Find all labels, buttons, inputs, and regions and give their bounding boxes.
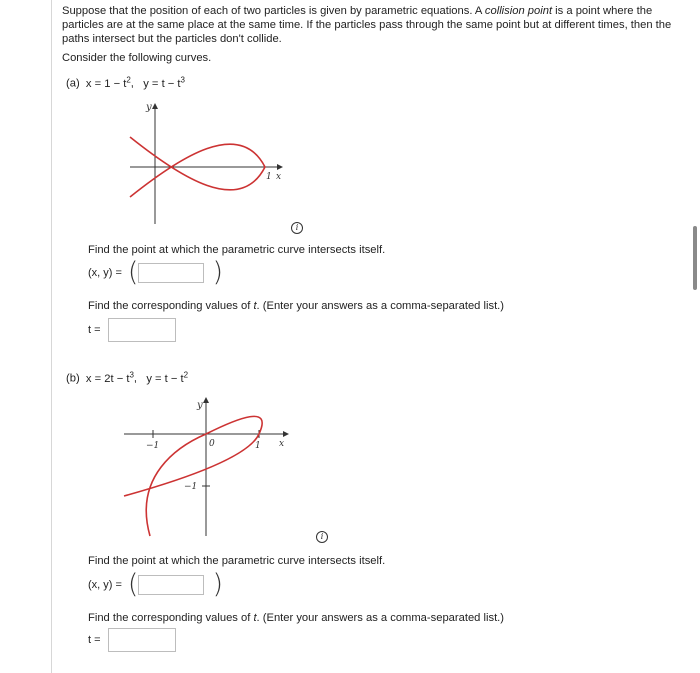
part-b-y-label: y: [197, 400, 203, 411]
part-b-x-equation: $x = 2t - t^3$: [85, 370, 134, 385]
consider-text: Consider the following curves.: [62, 52, 212, 64]
part-b-neg1y-label: −1: [184, 482, 198, 492]
part-b-info-icon[interactable]: i: [316, 531, 328, 543]
part-a-question-1: Find the point at which the parametric curve intersects itself.: [88, 244, 386, 256]
part-b-t-input[interactable]: [108, 628, 176, 652]
part-a-xy-row: (x, y) = ( ): [88, 257, 224, 288]
part-b-origin-label: 0: [209, 439, 215, 449]
intro-text: Suppose that the position of each of two particles is given by parametric equations. A collision point is a point where the particles are at the same place at the same time. If the particles pass through the same point but at different times, then the paths intersect but the particles don't collide.: [62, 5, 672, 46]
scrollbar-thumb[interactable]: [693, 226, 697, 290]
part-b-label: (b) $x = 2t - t^3$, $y = t - t^2$: [66, 370, 189, 385]
part-a-y-equation: $y = t - t^3$: [143, 75, 185, 90]
part-b-question-2: Find the corresponding values of t. (Enter your answers as a comma-separated list.): [88, 612, 505, 624]
part-a-y-label: y: [146, 102, 152, 113]
part-b-xy-row: (x, y) = ( ): [88, 569, 224, 600]
part-b-1x-label: 1: [255, 441, 261, 451]
part-b-x-label: x: [279, 439, 285, 449]
part-a-t-input[interactable]: [108, 318, 176, 342]
part-a-x-label: x: [276, 172, 282, 182]
part-a-tick-1: 1: [266, 172, 272, 182]
part-a-x-equation: $x = 1 - t^2$: [85, 75, 131, 90]
part-b-graph: [118, 396, 293, 541]
part-b-xy-input[interactable]: [138, 575, 204, 595]
part-a-question-2: Find the corresponding values of t. (Enter your answers as a comma-separated list.): [88, 300, 505, 312]
part-a-info-icon[interactable]: i: [291, 222, 303, 234]
part-a-xy-input[interactable]: [138, 263, 204, 283]
left-divider: [51, 0, 52, 673]
part-a-graph: [120, 100, 290, 230]
part-b-t-row: t =: [88, 628, 176, 652]
part-a-t-row: t =: [88, 318, 176, 342]
part-b-neg1x-label: −1: [146, 441, 160, 451]
collision-term: collision point: [484, 5, 553, 17]
part-b-question-1: Find the point at which the parametric curve intersects itself.: [88, 555, 386, 567]
part-a-label: (a) $x = 1 - t^2$, $y = t - t^3$: [66, 75, 185, 90]
part-b-y-equation: $y = t - t^2$: [146, 370, 189, 385]
